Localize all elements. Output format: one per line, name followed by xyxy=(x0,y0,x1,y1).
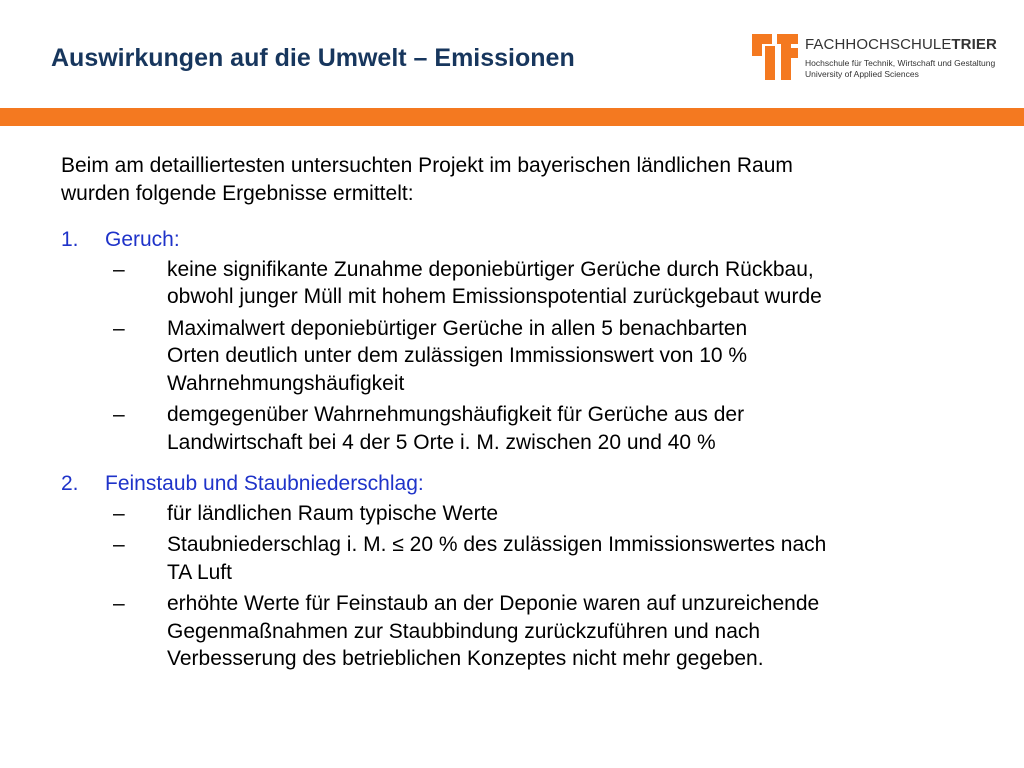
text-line: Staubniederschlag i. M. ≤ 20 % des zulässigen Immissionswertes nach xyxy=(167,533,827,556)
text-line: obwohl junger Müll mit hohem Emissionspotential zurückgebaut wurde xyxy=(167,285,822,308)
dash-bullet: – xyxy=(113,316,125,340)
bullet-list xyxy=(61,256,981,457)
list-item-text xyxy=(167,401,981,456)
slide-title: Auswirkungen auf die Umwelt – Emissionen xyxy=(51,44,575,72)
list-item-text xyxy=(167,590,981,673)
text-line: keine signifikante Zunahme deponiebürtiger Gerüche durch Rückbau, xyxy=(167,257,814,281)
list-item-text xyxy=(167,500,981,528)
text-line: demgegenüber Wahrnehmungshäufigkeit für Gerüche aus der xyxy=(167,403,745,426)
intro-paragraph xyxy=(61,152,981,207)
list-item xyxy=(61,256,981,311)
list-item xyxy=(61,500,981,528)
logo-name-regular: FACHHOCHSCHULE xyxy=(805,36,952,53)
logo-subtitle-line2: University of Applied Sciences xyxy=(805,69,919,79)
text-line: erhöhte Werte für Feinstaub an der Deponie waren auf unzureichende xyxy=(167,592,820,615)
section-heading xyxy=(61,226,981,254)
section-dust xyxy=(61,470,981,673)
list-item xyxy=(61,531,981,586)
section-odor xyxy=(61,226,981,456)
section-title: Feinstaub und Staubniederschlag: xyxy=(105,472,424,495)
dash-bullet: – xyxy=(113,592,125,615)
university-logo xyxy=(752,30,1014,82)
text-line: TA Luft xyxy=(167,560,232,584)
logo-subtitle-line1: Hochschule für Technik, Wirtschaft und Gestaltung xyxy=(805,58,996,68)
dash-bullet: – xyxy=(113,501,125,525)
intro-line: wurden folgende Ergebnisse ermittelt: xyxy=(61,181,414,205)
text-line: Maximalwert deponiebürtiger Gerüche in allen 5 benachbarten xyxy=(167,316,748,340)
list-item xyxy=(61,315,981,398)
intro-line: Beim am detailliertesten untersuchten Projekt im bayerischen ländlichen Raum xyxy=(61,154,793,177)
logo-wordmark xyxy=(805,36,997,53)
slide-content xyxy=(61,152,981,687)
list-item-text xyxy=(167,531,981,586)
dash-bullet: – xyxy=(113,403,125,426)
section-number: 1. xyxy=(61,228,79,251)
list-item xyxy=(61,590,981,673)
text-line: Wahrnehmungshäufigkeit xyxy=(167,371,405,395)
text-line: Landwirtschaft bei 4 der 5 Orte i. M. zwischen 20 und 40 % xyxy=(167,430,716,454)
list-item-text xyxy=(167,256,981,311)
logo-name-bold: TRIER xyxy=(951,36,997,53)
accent-bar xyxy=(0,108,1024,126)
text-line: Verbesserung des betrieblichen Konzeptes nicht mehr gegeben. xyxy=(167,647,764,670)
text-line: für ländlichen Raum typische Werte xyxy=(167,501,499,525)
list-item xyxy=(61,401,981,456)
bullet-list xyxy=(61,500,981,673)
text-line: Orten deutlich unter dem zulässigen Immissionswert von 10 % xyxy=(167,344,748,367)
dash-bullet: – xyxy=(113,257,125,281)
section-number: 2. xyxy=(61,472,79,495)
text-line: Gegenmaßnahmen zur Staubbindung zurückzuführen und nach xyxy=(167,619,761,643)
section-title: Geruch: xyxy=(105,228,180,251)
logo-mark-icon xyxy=(752,30,798,82)
section-heading xyxy=(61,470,981,498)
list-item-text xyxy=(167,315,981,398)
dash-bullet: – xyxy=(113,533,125,556)
